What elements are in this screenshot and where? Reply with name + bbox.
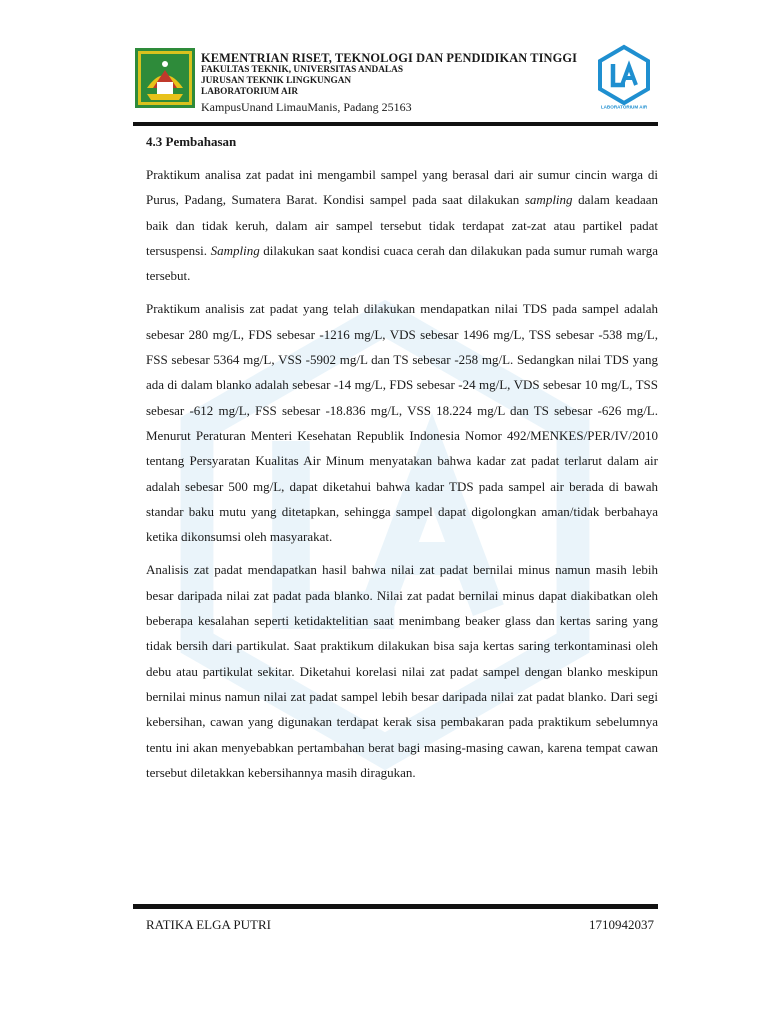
- author-name: RATIKA ELGA PUTRI: [146, 917, 271, 932]
- document-body: [146, 132, 658, 793]
- paragraph-3: Analisis zat padat mendapatkan hasil bahwa nilai zat padat bernilai minus namun masih lebih besar daripada nilai zat padat pada blanko. Nilai zat padat bernilai minus dapat diakibatkan oleh beberapa kesalahan seperti ketidaktelitian saat menimbang beaker glass dan kertas saring yang tidak bersih dari partikulat. Saat praktikum dilakukan bisa saja kertas saring terkontaminasi oleh debu atau partikulat sekitar. Diketahui korelasi nilai zat padat sampel dengan blanko meskipun bernilai minus namun nilai zat padat sampel lebih besar daripada nilai zat padat blanko. Dari segi kebersihan, cawan yang digunakan terdapat kerak sisa pembakaran pada praktikum sebelumnya tentu ini akan menyebabkan pertambahan berat bagi masing-masing cawan, karena tempat cawan tersebut diletakkan kebersihannya masih diragukan.: [146, 562, 658, 780]
- department-name: JURUSAN TEKNIK LINGKUNGAN: [201, 76, 352, 86]
- lab-name: LABORATORIUM AIR: [201, 87, 299, 97]
- paragraph-1-term-sampling: sampling: [524, 192, 573, 208]
- faculty-name: FAKULTAS TEKNIK, UNIVERSITAS ANDALAS: [201, 65, 404, 75]
- paragraph-1-text-e: dilakukan saat kondisi cuaca cerah dan dilakukan pada sumur rumah warga tersebut.: [146, 242, 658, 284]
- header-divider: [133, 122, 658, 126]
- footer-divider: [133, 904, 658, 909]
- lab-logo-caption: LABORATORIUM AIR: [600, 104, 648, 110]
- unand-university-emblem-icon: [135, 48, 195, 108]
- paragraph-1-text-a: Praktikum analisa zat padat ini mengambil sampel yang berasal dari air sumur cincin warga di Purus, Padang, Sumatera Barat. Kondisi sampel pada saat dilakukan: [146, 167, 658, 208]
- laboratorium-air-logo-icon: [593, 44, 655, 110]
- paragraph-2: Praktikum analisis zat padat yang telah dilakukan mendapatkan nilai TDS pada sampel adalah sebesar 280 mg/L, FDS sebesar -1216 mg/L, VDS sebesar 1496 mg/L, TSS sebesar -538 mg/L, FSS sebesar 5364 mg/L, VSS -5902 mg/L dan TS sebesar -258 mg/L. Sedangkan nilai TDS yang ada di dalam blanko adalah sebesar -14 mg/L, FDS sebesar -24 mg/L, VDS sebesar 10 mg/L, TSS sebesar -612 mg/L, FSS sebesar -18.836 mg/L, VSS 18.224 mg/L dan TS sebesar -626 mg/L. Menurut Peraturan Menteri Kesehatan Republik Indonesia Nomor 492/MENKES/PER/IV/2010 tentang Persyaratan Kualitas Air Minum menyatakan bahwa kadar zat padat terlarut dalam air adalah sebesar 500 mg/L, dapat diketahui bahwa kadar TDS pada sampel air berada di bawah standar baku mutu yang ditetapkan, sehingga sampel dapat digolongkan aman/tidak berbahaya ketika dikonsumsi oleh masyarakat.: [146, 301, 658, 545]
- student-id: 1710942037: [589, 917, 654, 932]
- paragraph-1-text-c: dalam keadaan baik dan tidak keruh, dalam air sampel tersebut tidak terdapat zat-zat atau partikel padat tersuspensi.: [146, 192, 658, 258]
- letterhead: [133, 40, 658, 118]
- section-title: 4.3 Pembahasan: [146, 134, 237, 149]
- address: KampusUnand LimauManis, Padang 25163: [201, 100, 412, 114]
- ministry-name: KEMENTRIAN RISET, TEKNOLOGI DAN PENDIDIKAN TINGGI: [201, 51, 577, 65]
- paragraph-1-term-sampling-2: Sampling: [210, 242, 260, 258]
- paragraph-1: [146, 162, 658, 288]
